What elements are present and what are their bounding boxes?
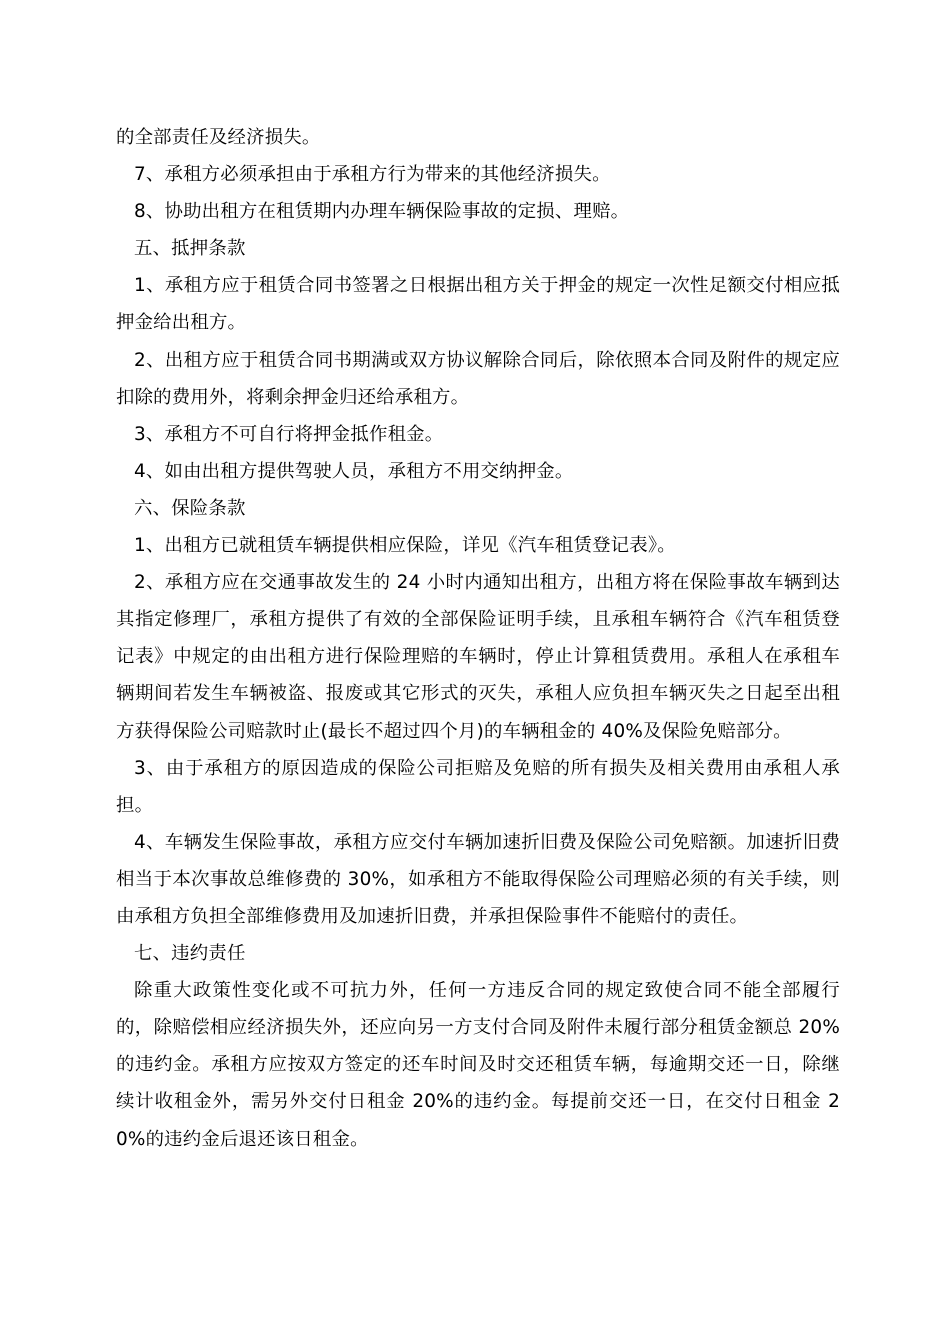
section-heading-insurance: 六、保险条款 bbox=[134, 497, 246, 519]
mortgage-clause-2: 2、出租方应于租赁合同书期满或双方协议解除合同后，除依照本合同及附件的规定应扣除的费用外，将剩余押金归还给承租方。 bbox=[116, 349, 840, 408]
insurance-clause-2: 2、承租方应在交通事故发生的 24 小时内通知出租方，出租方将在保险事故车辆到达其指定修理厂，承租方提供了有效的全部保险证明手续，且承租车辆符合《汽车租赁登记表》中规定的由出租方进行保险理赔的车辆时，停止计算租赁费用。承租人在承租车辆期间若发生车辆被盗、报废或其它形式的灭失，承租人应负担车辆灭失之日起至出租方获得保险公司赔款时止(最长不超过四个月)的车辆租金的 40%及保险免赔部分。 bbox=[116, 572, 840, 742]
clause-8-paragraph: 8、协助出租方在租赁期内办理车辆保险事故的定损、理赔。 bbox=[134, 201, 630, 223]
document-page bbox=[116, 119, 840, 1158]
insurance-clause-3: 3、由于承租方的原因造成的保险公司拒赔及免赔的所有损失及相关费用由承租人承担。 bbox=[116, 757, 840, 816]
section-heading-mortgage: 五、抵押条款 bbox=[134, 238, 246, 260]
paragraph-continuation: 的全部责任及经济损失。 bbox=[116, 127, 321, 148]
mortgage-clause-1: 1、承租方应于租赁合同书签署之日根据出租方关于押金的规定一次性足额交付相应抵押金给出租方。 bbox=[116, 275, 840, 334]
insurance-clause-1: 1、出租方已就租赁车辆提供相应保险，详见《汽车租赁登记表》。 bbox=[134, 535, 676, 557]
mortgage-clause-4: 4、如由出租方提供驾驶人员，承租方不用交纳押金。 bbox=[134, 460, 574, 482]
clause-7-paragraph: 7、承租方必须承担由于承租方行为带来的其他经济损失。 bbox=[134, 164, 611, 186]
section-heading-breach: 七、违约责任 bbox=[134, 943, 246, 965]
breach-clause: 除重大政策性变化或不可抗力外，任何一方违反合同的规定致使合同不能全部履行的，除赔偿相应经济损失外，还应向另一方支付合同及附件未履行部分租赁金额总 20%的违约金。承租方应按双方签定的还车时间及时交还租赁车辆，每逾期交还一日，除继续计收租金外，需另外交付日租金 20%的违约金。每提前交还一日，在交付日租金 20%的违约金后退还该日租金。 bbox=[116, 980, 840, 1150]
insurance-clause-4: 4、车辆发生保险事故，承租方应交付车辆加速折旧费及保险公司免赔额。加速折旧费相当于本次事故总维修费的 30%，如承租方不能取得保险公司理赔必须的有关手续，则由承租方负担全部维修费用及加速折旧费，并承担保险事件不能赔付的责任。 bbox=[116, 831, 840, 927]
mortgage-clause-3: 3、承租方不可自行将押金抵作租金。 bbox=[134, 423, 444, 445]
